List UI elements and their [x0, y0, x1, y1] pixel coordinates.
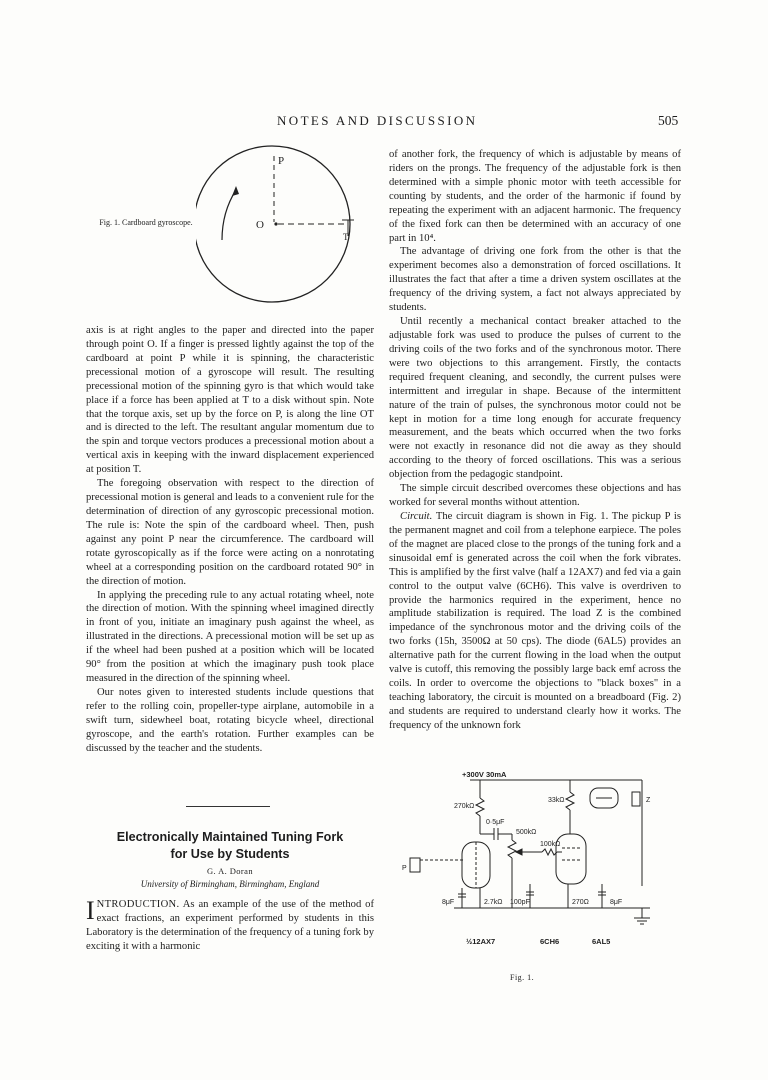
left-paragraph-3: In applying the preceding rule to any actual rotating wheel, note the direction of motion. With the spinning wheel imagined directly in front of you, initiate an imaginary push against the wheel, as illustrated in the directions. A precessional motion will be set up as if the wheel had been pushed at a position which will be located 90° from the position at which the imaginary push took place measured in the direction of the spinning wheel. — [86, 589, 374, 685]
c4-label: 8μF — [610, 899, 623, 906]
resistor-100k — [542, 849, 557, 855]
center-point — [274, 222, 277, 225]
article-author: G. A. Doran — [207, 866, 253, 876]
resistor-33k — [566, 792, 574, 810]
right-paragraph-1: of another fork, the frequency of which is adjustable by means of riders on the prongs. The frequency of the adjustable fork is then determined with a simple phonic motor with teeth accessible for counting by students, and the order of the harmonic if found by repeating the experiment with an adjacent harmonic. The frequency of the fixed fork can then be determined with an accuracy of one part in 10⁴. — [389, 149, 681, 244]
left-column — [86, 324, 374, 756]
article-title-line1: Electronically Maintained Tuning Fork — [116, 830, 344, 844]
potentiometer-500k — [508, 840, 516, 858]
right-paragraph-3: Until recently a mechanical contact breaker attached to the adjustable fork was used to produce the pulses of current to the driving coils of the two forks and of the synchronous motor. There were two objections to this arrangement. Firstly, the contacts required frequent cleaning, and secondly, the current pulses were intermittent and irregular in shape. Because of the intermittent nature of the train of pulses, the synchronous motor could not be kept in motion for a time long enough for accurate frequency measurement, and the beats which occurred when the two forks were not exactly in resonance did not die away as they should according to the theory of forced oscillations. This was a serious objection from the pedagogic standpoint. — [389, 316, 681, 481]
article-affiliation: University of Birmingham, Birmingham, England — [140, 879, 320, 889]
label-o: O — [256, 219, 264, 231]
resistor-270k — [476, 798, 484, 816]
z-label: Z — [646, 797, 651, 804]
valve-6ch6 — [556, 834, 586, 884]
c1-label: 0·5μF — [486, 819, 505, 826]
supply-label: +300V 30mA — [462, 770, 507, 779]
intro-text: As an example of the use of the method of exact fractions, an experiment performed by students in this Laboratory is the determination of the frequency of a tuning fork by exciting it with a harmonic — [86, 899, 374, 952]
pickup-coil — [410, 858, 420, 872]
circuit-text: The circuit diagram is shown in Fig. 1. The pickup P is the permanent magnet and coil from a telephone earpiece. The poles of the magnet are placed close to the prongs of the tuning fork and a sinusoidal emf is generated across the coil when the fork vibrates. This is amplified by the first valve (half a 12AX7) and fed via a gain control to the output valve (6CH6). This valve is overdriven to provide the harmonics required in the experiment, hence no amplitude stabilization is required. The load Z is the combined impedance of the synchronous motor and the driving coils of the two forks (15h, 3500Ω at 50 cps). The diode (6AL5) provides an alternative path for the current flowing in the load when the output valve is cutoff, this removing the possibly large back emf across the coils. In order to overcome the objections to "black boxes" in a teaching laboratory, the circuit is mounted on a breadboard (Fig. 2) and students are required to understand clearly how it works. The frequency of the unknown fork — [389, 510, 681, 731]
right-paragraph-circuit — [389, 510, 681, 733]
pot-label: 500kΩ — [516, 829, 537, 836]
valve2-label: 6CH6 — [540, 937, 560, 946]
c2-label: 8μF — [442, 899, 455, 906]
running-header-title: NOTES AND DISCUSSION — [277, 113, 478, 128]
left-paragraph-4: Our notes given to interested students include questions that refer to the rolling coin, propeller-type airplane, automobile in a swift turn, sidewheel boat, rotating bicycle wheel, directional gyroscope, and the earth's rotation. Further examples can be discussed by the teacher and the students. — [86, 686, 374, 754]
drop-cap: I — [86, 896, 95, 925]
article-title — [86, 829, 374, 863]
circuit-diagram — [392, 768, 662, 960]
r4-label: 2.7kΩ — [484, 899, 503, 906]
c3-label: 100pF — [510, 899, 530, 906]
r2-label: 33kΩ — [548, 797, 565, 804]
right-column — [389, 148, 681, 733]
left-paragraph-2: The foregoing observation with respect to the direction of precessional motion is general and leads to a convenient rule for the determination of direction of any gyroscopic precessional motion. The rule is: Note the spin of the cardboard wheel. Then, push against any point P near the circumference. The cardboard will rotate gyroscopically as if the force were acting on a nonrotating wheel at a corresponding position on the cardboard rotated 90° in the direction of motion. — [86, 478, 374, 587]
circuit-heading: Circuit. — [400, 510, 433, 522]
p-label: P — [402, 865, 407, 872]
valve3-label: 6AL5 — [592, 937, 611, 946]
left-paragraph-1: axis is at right angles to the paper and directed into the paper through point O. If a finger is pressed lightly against the top of the cardboard at point P while it is spinning, the characteristic precessional motion of a gyroscope will result. The resulting precessional motion of the spinning gyro is that which would take place if a force has been applied at T to a disk without spin. Note that the torque axis, set up by the force on P, is along the line OT and is directed to the left. The resultant angular momentum due to the spin and torque vectors produces a precessional motion about a vertical axis in keeping with the inward displacement experienced at position T. — [86, 325, 374, 476]
introduction-paragraph — [86, 898, 374, 954]
gyroscope-figure — [196, 144, 366, 304]
page-number: 505 — [658, 113, 679, 128]
article-title-line2: for Use by Students — [170, 847, 290, 861]
spin-arrow-icon — [222, 190, 236, 240]
intro-heading: NTRODUCTION. — [96, 899, 180, 910]
right-paragraph-2: The advantage of driving one fork from the other is that the experiment becomes also a demonstration of forced oscillations. It illustrates the fact that after a time a driven system oscillates at the frequency of the driving system, a fact not always appreciated by students. — [389, 246, 681, 314]
right-paragraph-4: The simple circuit described overcomes these objections and has worked for several months without attention. — [389, 483, 681, 509]
label-p: P — [278, 155, 285, 167]
figure1-caption: Fig. 1. Cardboard gyroscope. — [99, 218, 193, 227]
section-divider — [186, 806, 270, 807]
figure2-caption: Fig. 1. — [510, 973, 535, 982]
valve1-label: ½12AX7 — [466, 937, 496, 946]
cardboard-disk — [196, 146, 350, 302]
load-z — [632, 792, 640, 806]
label-t: T — [343, 232, 349, 242]
r5-label: 270Ω — [572, 899, 589, 906]
r1-label: 270kΩ — [454, 803, 475, 810]
r3-label: 100kΩ — [540, 841, 561, 848]
